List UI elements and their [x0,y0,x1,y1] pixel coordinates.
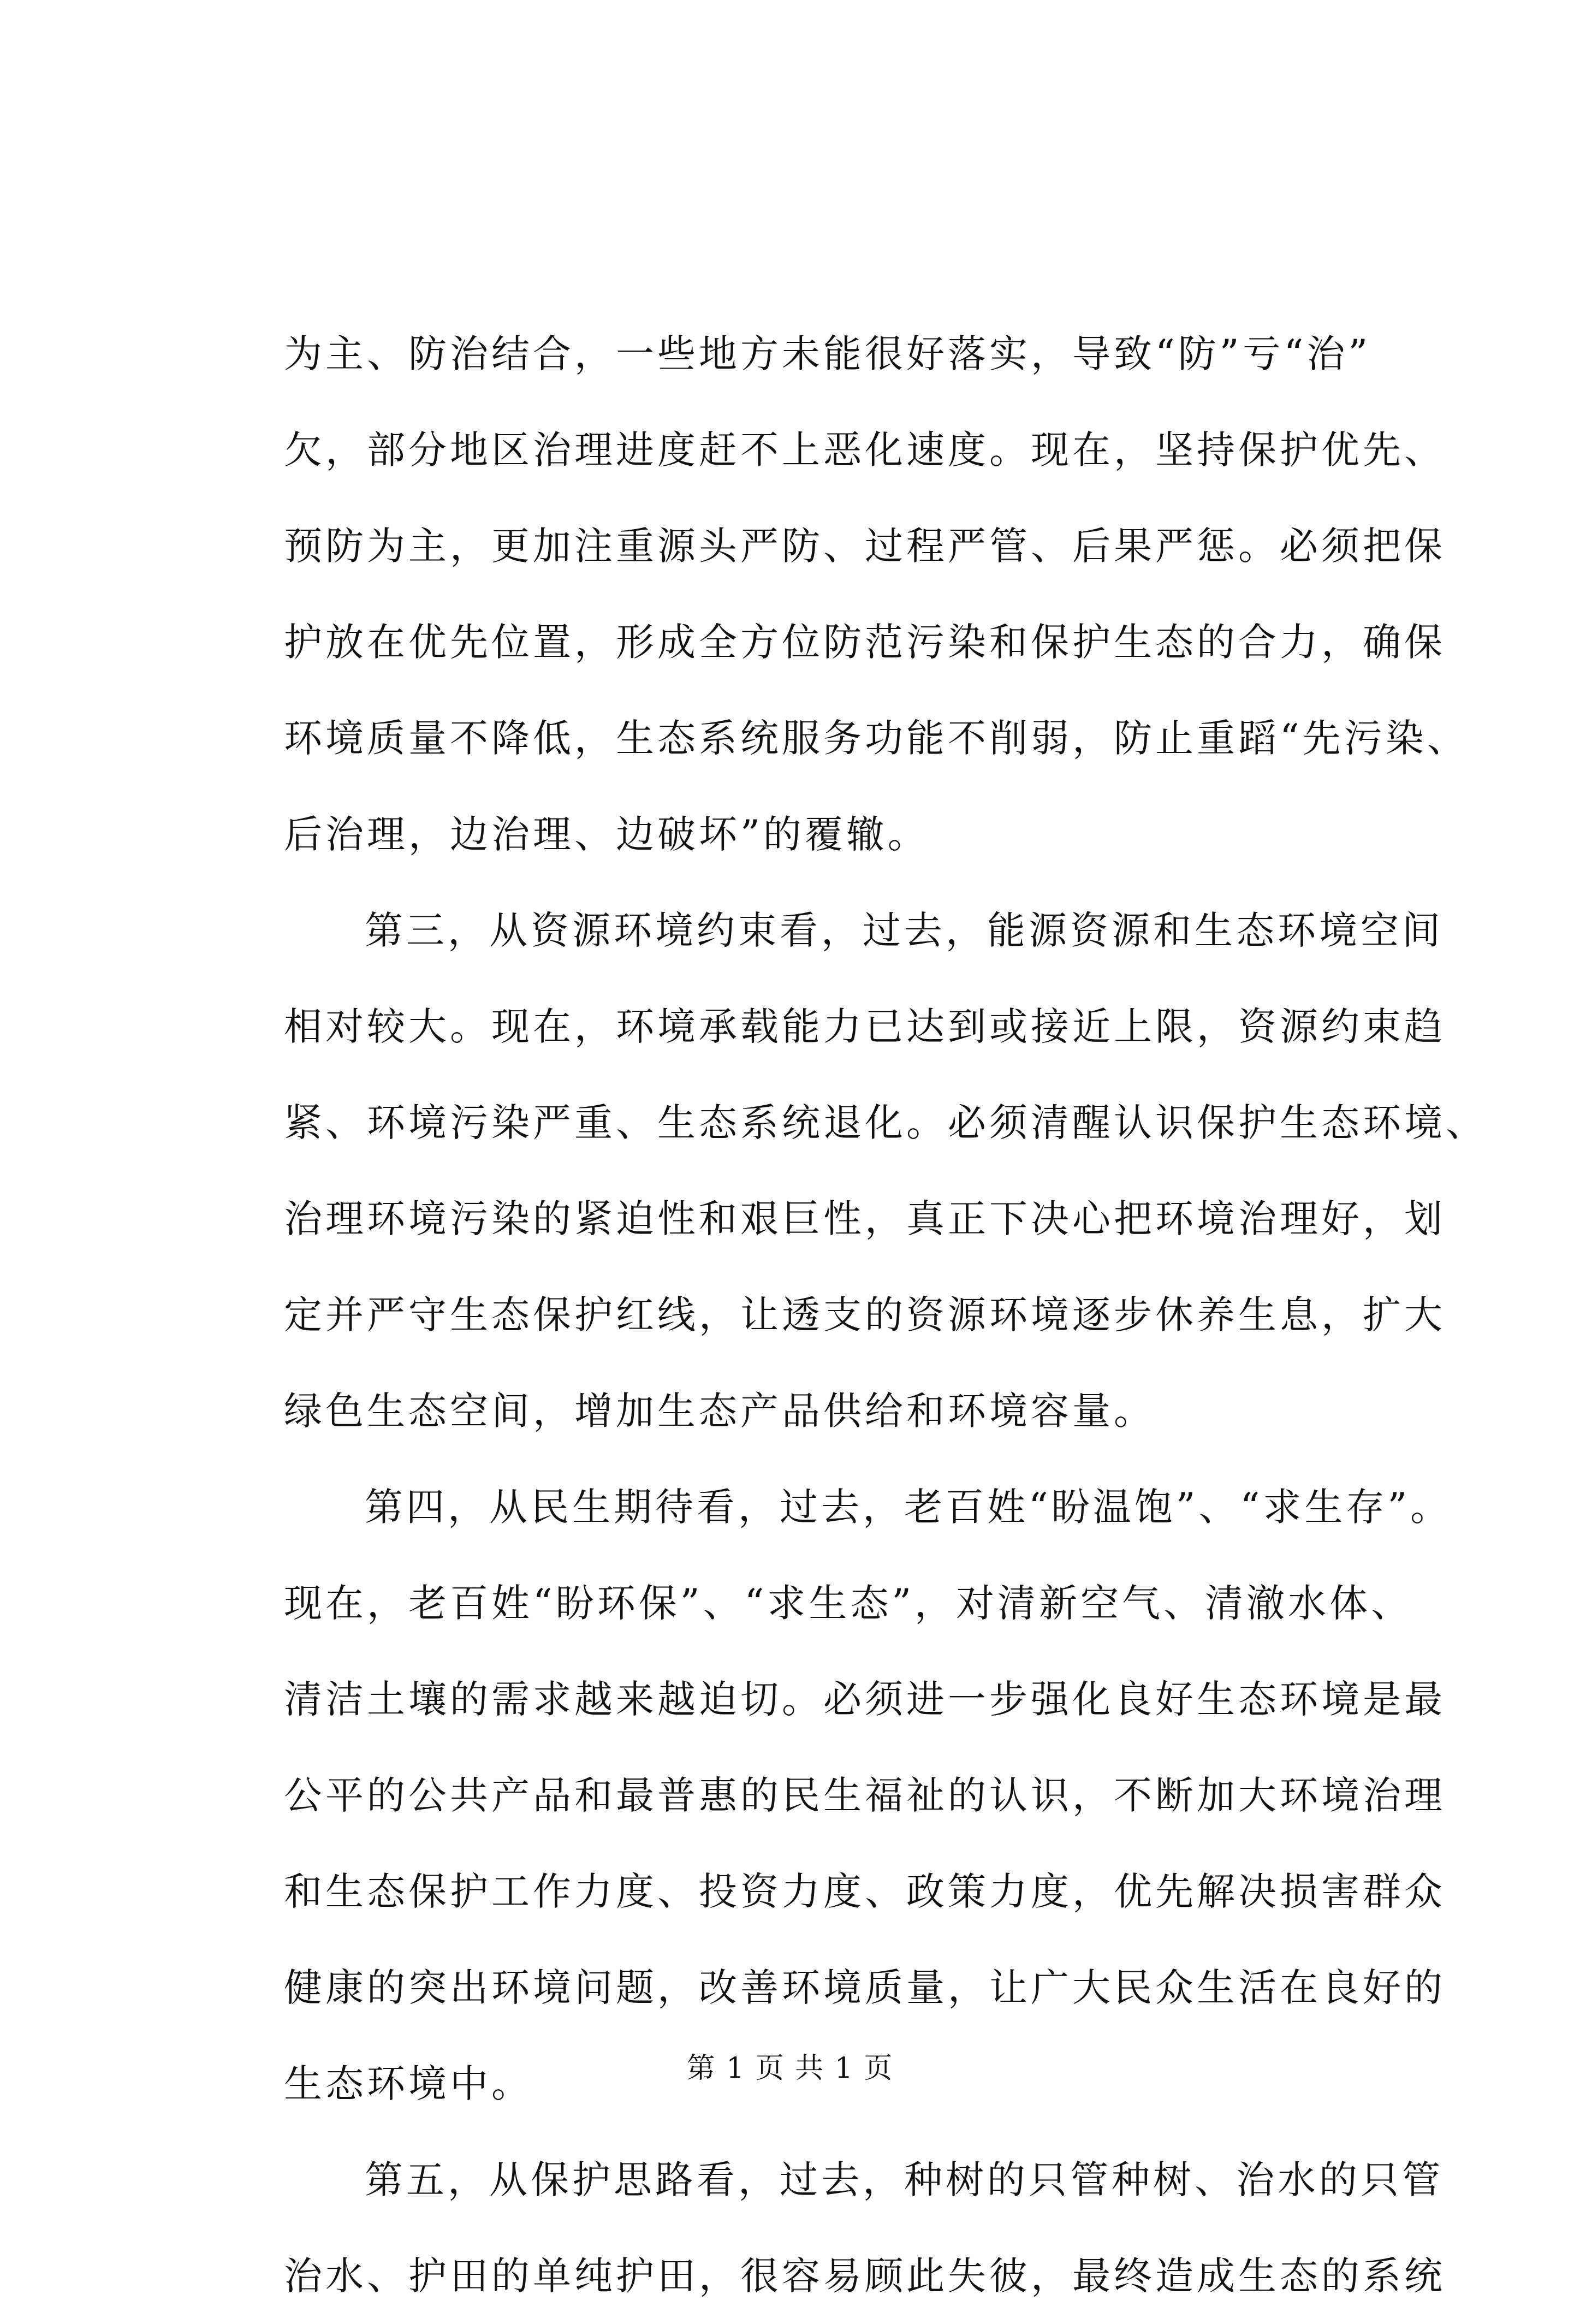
text-line: 公平的公共产品和最普惠的民生福祉的认识，不断加大环境治理 [284,1773,1446,1818]
text-line: 第四，从民生期待看，过去，老百姓“盼温饱”、“求生存”。 [365,1485,1452,1529]
text-line: 欠，部分地区治理进度赶不上恶化速度。现在，坚持保护优先、 [284,428,1446,472]
text-line: 治理环境污染的紧迫性和艰巨性，真正下决心把环境治理好，划 [284,1196,1446,1241]
text-line: 相对较大。现在，环境承载能力已达到或接近上限，资源约束趋 [284,1004,1446,1049]
text-line: 预防为主，更加注重源头严防、过程严管、后果严惩。必须把保 [284,524,1446,568]
text-line: 护放在优先位置，形成全方位防范污染和保护生态的合力，确保 [284,620,1446,665]
text-line: 环境质量不降低，生态系统服务功能不削弱，防止重蹈“先污染、 [284,716,1469,761]
text-line: 和生态保护工作力度、投资力度、政策力度，优先解决损害群众 [284,1869,1446,1914]
text-line: 清洁土壤的需求越来越迫切。必须进一步强化良好生态环境是最 [284,1677,1446,1722]
paragraph [284,2132,1446,2324]
text-line: 绿色生态空间，增加生态产品供给和环境容量。 [284,1389,1155,1433]
text-line: 健康的突出环境问题，改善环境质量，让广大民众生活在良好的 [284,1965,1446,2010]
paragraph [284,882,1487,1459]
text-line: 定并严守生态保护红线，让透支的资源环境逐步休养生息，扩大 [284,1293,1446,1337]
text-line: 第三，从资源环境约束看，过去，能源资源和生态环境空间 [365,908,1444,953]
text-line: 现在，老百姓“盼环保”、“求生态”，对清新空气、清澈水体、 [284,1581,1413,1626]
page-footer: 第 1 页 共 1 页 [686,2052,894,2085]
text-line: 为主、防治结合，一些地方未能很好落实，导致“防”亏“治” [284,331,1371,376]
text-line: 治水、护田的单纯护田，很容易顾此失彼，最终造成生态的系统 [284,2254,1446,2298]
text-line: 紧、环境污染严重、生态系统退化。必须清醒认识保护生态环境、 [284,1100,1487,1145]
document-body [284,306,1487,2324]
text-line: 后治理，边治理、边破坏”的覆辙。 [284,812,929,857]
paragraph [284,306,1469,882]
paragraph [284,1459,1452,2132]
text-line: 生态环境中。 [284,2061,533,2106]
text-line: 第五，从保护思路看，过去，种树的只管种树、治水的只管 [365,2157,1444,2202]
